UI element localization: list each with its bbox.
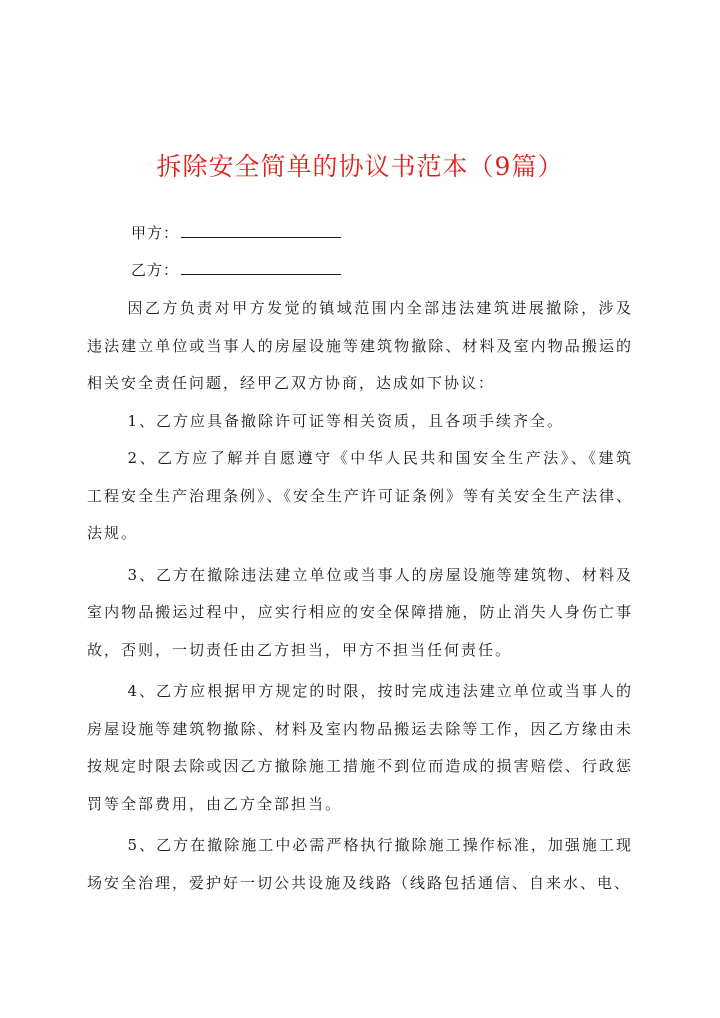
paragraph-clause-3: 3、乙方在撤除违法建立单位或当事人的房屋设施等建筑物、材料及室内物品搬运过程中，应实行相应的安全保障措施，防止消失人身伤亡事故，否则，一切责任由乙方担当，甲方不担当任何责任。 (87, 565, 633, 659)
party-a-line (131, 222, 341, 244)
paragraph-clause-2: 2、乙方应了解并自愿遵守《中华人民共和国安全生产法》、《建筑工程安全生产治理条例》、《安全生产许可证条例》等有关安全生产法律、法规。 (87, 449, 634, 542)
party-b-line (131, 259, 341, 281)
paragraph-clause-5: 5、乙方在撤除施工中必需严格执行撤除施工操作标准，加强施工现场安全治理，爱护好一切公共设施及线路（线路包括通信、自来水、电、 (87, 836, 633, 892)
paragraph-clause-1: 1、乙方应具备撤除许可证等相关资质，且各项手续齐全。 (127, 411, 565, 430)
party-a-blank (181, 223, 341, 238)
paragraph-clause-4: 4、乙方应根据甲方规定的时限，按时完成违法建立单位或当事人的房屋设施等建筑物撤除、材料及室内物品搬运去除等工作，因乙方缘由未按规定时限去除或因乙方撤除施工措施不到位而造成的损害赔偿、行政惩罚等全部费用，由乙方全部担当。 (87, 682, 633, 813)
document-title: 拆除安全简单的协议书范本（9篇） (156, 152, 564, 181)
paragraph-intro: 因乙方负责对甲方发觉的镇域范围内全部违法建筑进展撤除，涉及违法建立单位或当事人的房屋设施等建筑物撤除、材料及室内物品搬运的相关安全责任问题，经甲乙双方协商，达成如下协议： (87, 299, 633, 392)
party-a-label: 甲方： (131, 224, 180, 242)
document-body (87, 290, 633, 902)
party-b-label: 乙方： (131, 261, 180, 279)
party-b-blank (181, 260, 341, 275)
